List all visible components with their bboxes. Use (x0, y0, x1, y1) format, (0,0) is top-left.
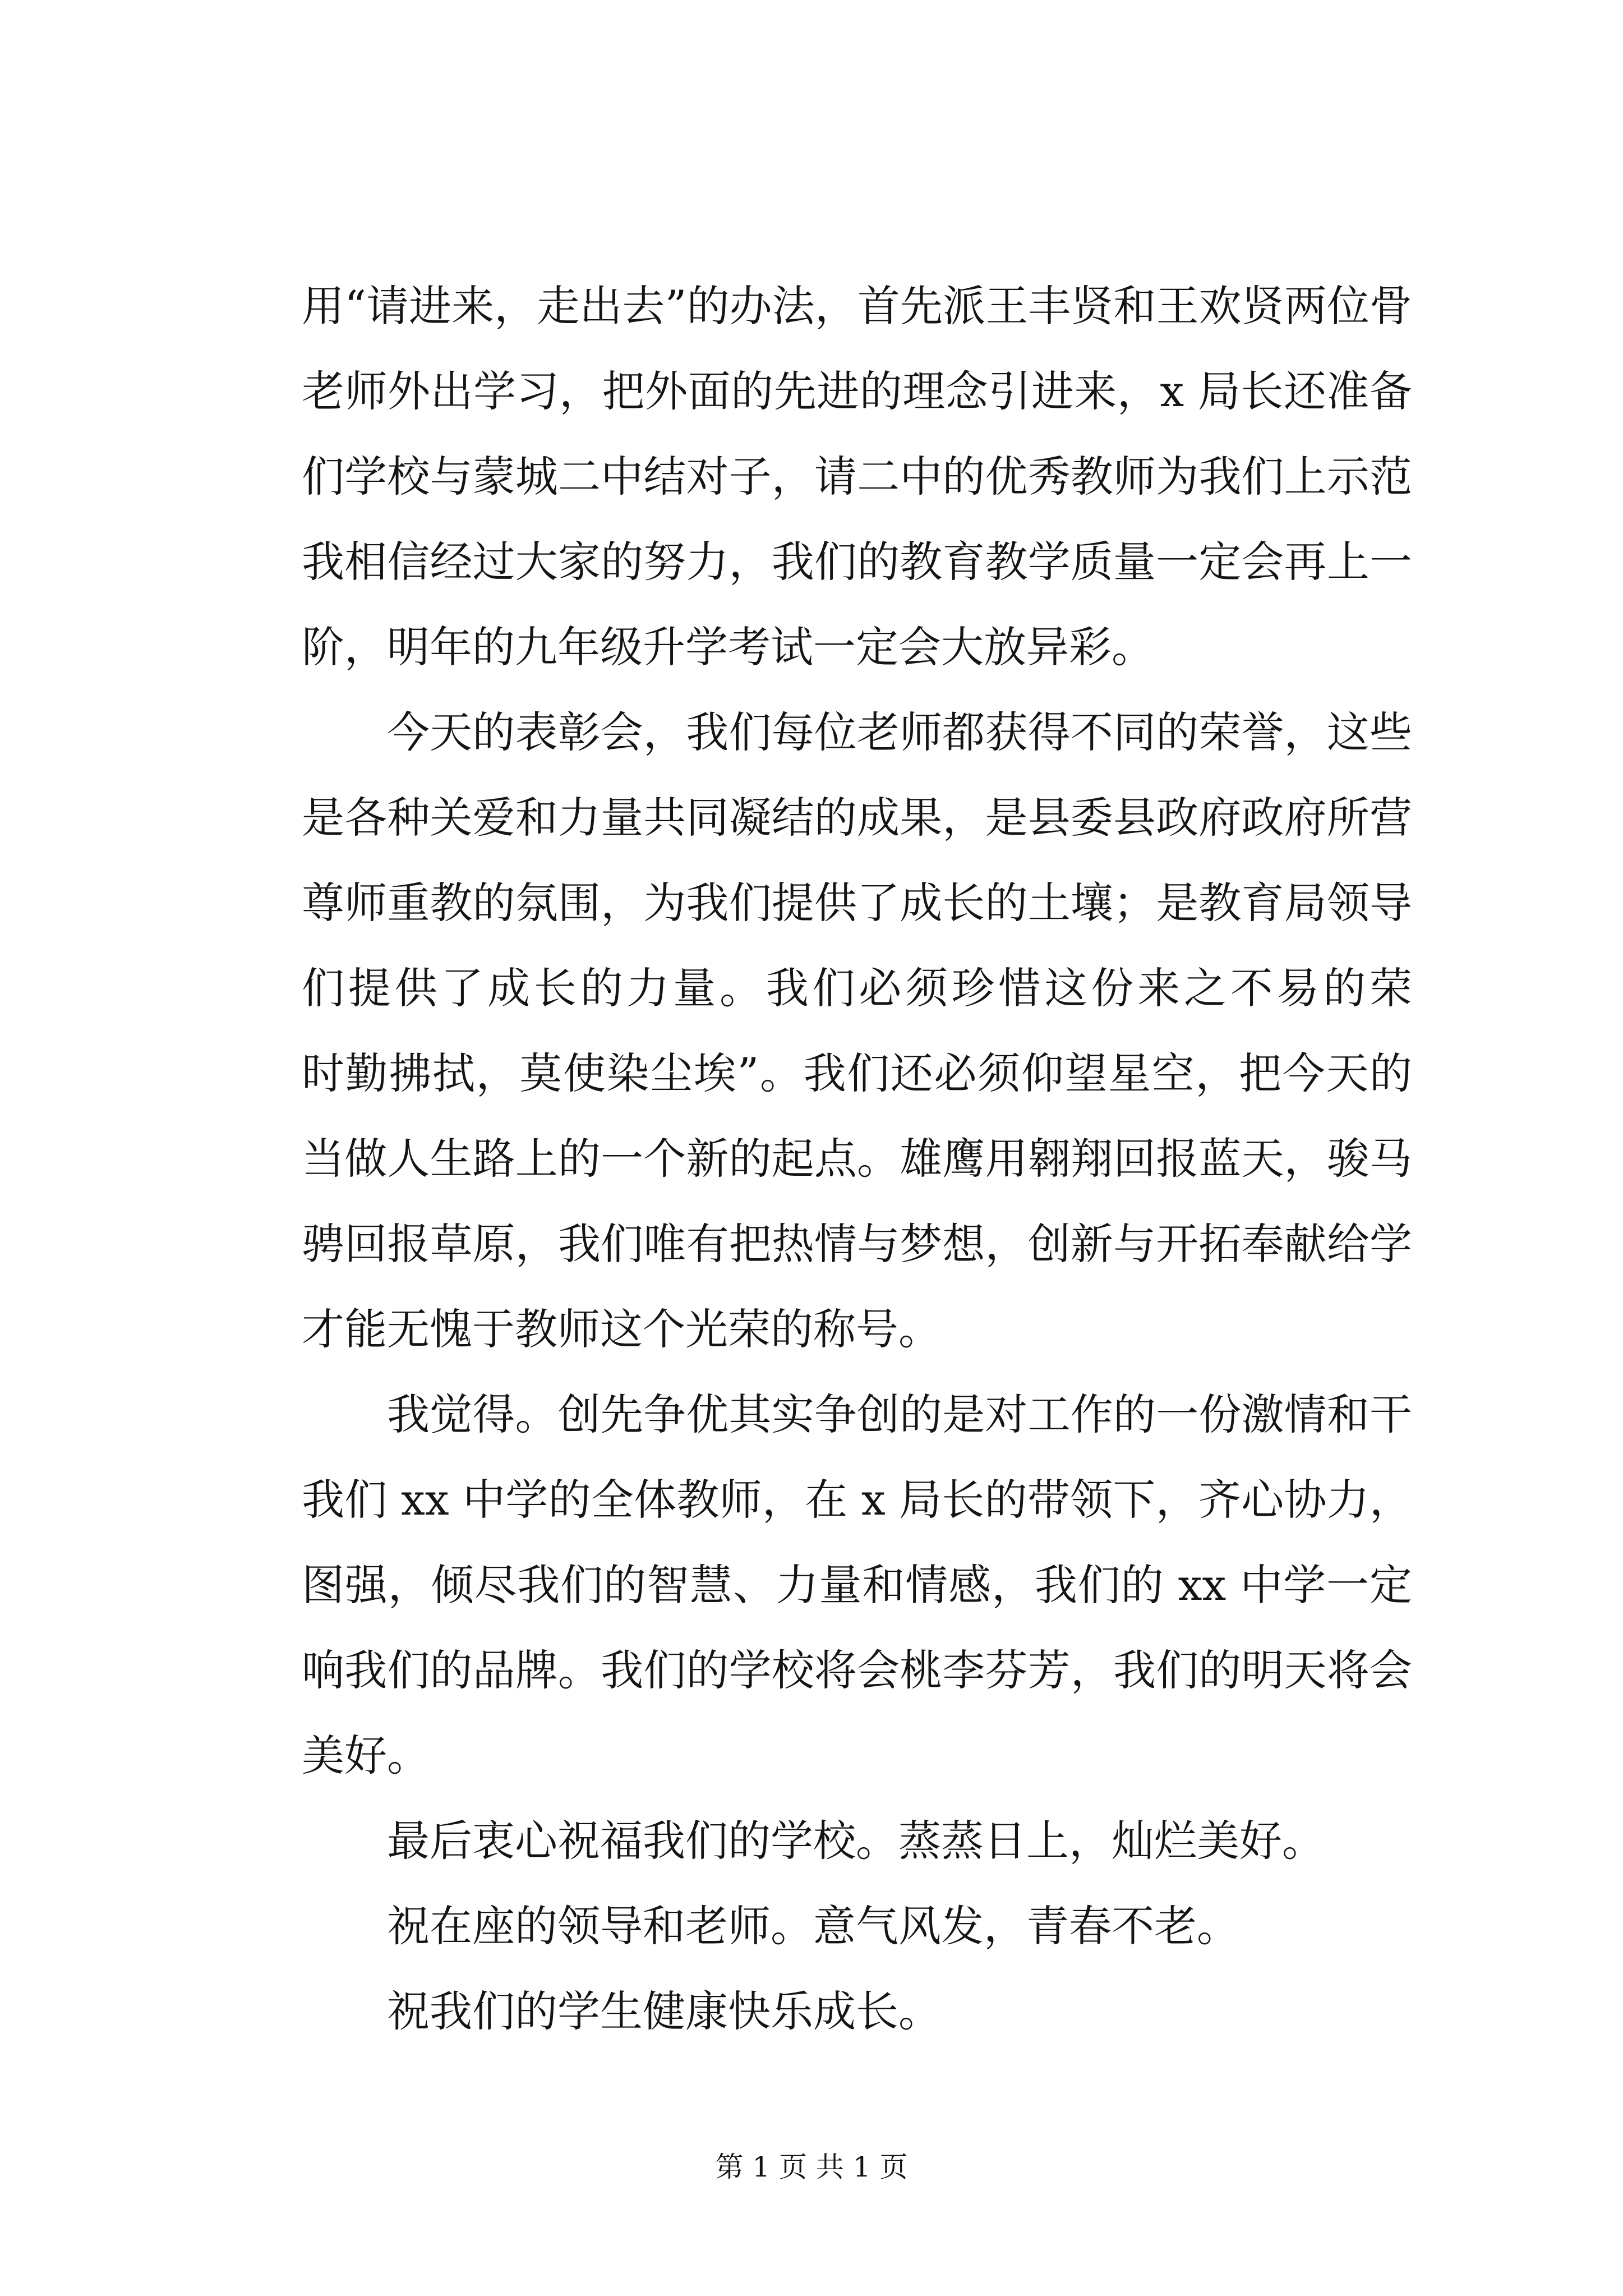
text-line: 响我们的品牌。我们的学校将会桃李芬芳，我们的明天将会 (302, 1645, 1412, 1695)
text-line: 时勤拂拭，莫使染尘埃”。我们还必须仰望星空，把今天的 (302, 1048, 1412, 1098)
text-line: 祝我们的学生健康快乐成长。 (387, 1986, 941, 2036)
text-line: 们学校与蒙城二中结对子，请二中的优秀教师为我们上示范 (302, 452, 1412, 501)
text-line: 老师外出学习，把外面的先进的理念引进来，x 局长还准备 (302, 366, 1412, 416)
text-line: 们提供了成长的力量。我们必须珍惜这份来之不易的荣 (302, 963, 1412, 1013)
paragraph-2 (302, 690, 1412, 1372)
text-line: 我觉得。创先争优其实争创的是对工作的一份激情和干 (387, 1389, 1412, 1439)
paragraph-5 (302, 1884, 1412, 1969)
text-line: 图强，倾尽我们的智慧、力量和情感，我们的 xx 中学一定 (302, 1560, 1412, 1610)
text-line: 我们 xx 中学的全体教师，在 x 局长的带领下，齐心协力， (302, 1475, 1412, 1525)
page-number: 第 1 页 共 1 页 (715, 2151, 908, 2183)
text-line: 当做人生路上的一个新的起点。雄鹰用翱翔回报蓝天，骏马 (302, 1134, 1412, 1184)
text-line: 今天的表彰会，我们每位老师都获得不同的荣誉，这些 (387, 707, 1412, 757)
paragraph-3 (302, 1372, 1412, 1798)
text-line: 尊师重教的氛围，为我们提供了成长的土壤；是教育局领导 (302, 878, 1412, 928)
text-line: 才能无愧于教师这个光荣的称号。 (302, 1304, 941, 1354)
document-body (302, 264, 1412, 2054)
page-footer (0, 2147, 1623, 2187)
text-line: 美好。 (302, 1731, 430, 1780)
text-line: 最后衷心祝福我们的学校。蒸蒸日上，灿烂美好。 (387, 1816, 1325, 1866)
paragraph-4 (302, 1798, 1412, 1884)
paragraph-6 (302, 1969, 1412, 2054)
text-line: 我相信经过大家的努力，我们的教育教学质量一定会再上一 (302, 537, 1412, 587)
text-line: 阶，明年的九年级升学考试一定会大放异彩。 (302, 622, 1154, 672)
paragraph-1 (302, 264, 1412, 690)
text-line: 用“请进来，走出去”的办法，首先派王丰贤和王欢贤两位骨 (302, 281, 1412, 331)
text-line: 祝在座的领导和老师。意气风发，青春不老。 (387, 1901, 1239, 1951)
text-line: 是各种关爱和力量共同凝结的成果，是县委县政府政府所营 (302, 793, 1412, 843)
text-line: 骋回报草原，我们唯有把热情与梦想，创新与开拓奉献给学 (302, 1219, 1412, 1269)
